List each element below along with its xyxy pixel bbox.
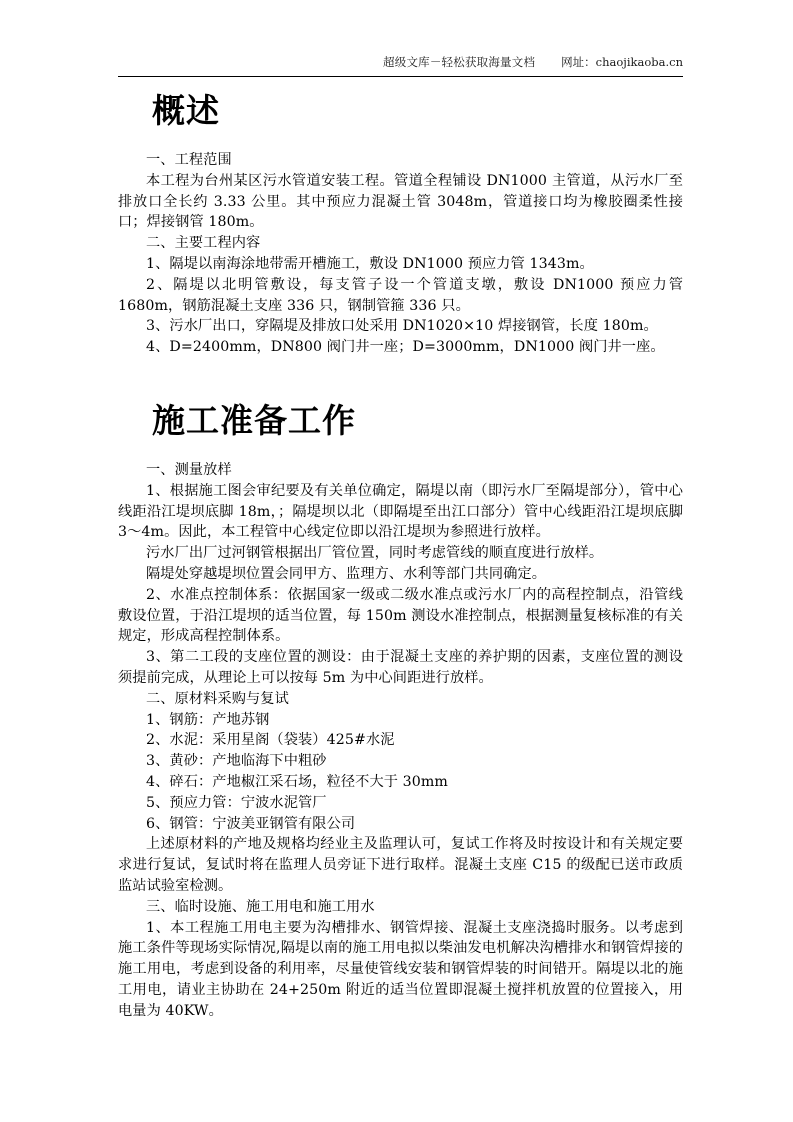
para-item-1: 1、隔堤以南海涂地带需开槽施工，敷设 DN1000 预应力管 1343m。 (146, 255, 594, 272)
para-survey-3: 3、第二工段的支座位置的测设：由于混凝土支座的养护期的因素，支座位置的测设须提前完成，从理论上可以按每 5m 为中心间距进行放样。 (118, 649, 683, 686)
section-title-construction-preparation: 施工准备工作 (152, 400, 356, 440)
para-material-5: 5、预应力管：宁波水泥管厂 (146, 794, 327, 811)
para-material-2: 2、水泥：采用星阁（袋装）425#水泥 (146, 732, 395, 749)
para-survey-2: 2、水准点控制体系：依据国家一级或二级水准点或污水厂内的高程控制点，沿管线敷设位置，于沿江堤坝的适当位置，每 150m 测设水准控制点，根据测量复核标准的有关规定，形成高程控制体系。 (118, 586, 683, 645)
para-survey-1: 1、根据施工图会审纪要及有关单位确定，隔堤以南（即污水厂至隔堤部分），管中心线距沿江堤坝底脚 18m，；隔堤坝以北（即隔堤至出江口部分）管中心线距沿江堤坝底脚 3～4m。因此，本工程管中心线定位即以沿江堤坝为参照进行放样。 (118, 482, 683, 541)
para-survey-1c: 隔堤处穿越堤坝位置会同甲方、监理方、水利等部门共同确定。 (146, 565, 547, 582)
para-material-note: 上述原材料的产地及规格均经业主及监理认可，复试工作将及时按设计和有关规定要求进行复试，复试时将在监理人员旁证下进行取样。混凝土支座 C15 的级配已送市政质监站试验室检测。 (118, 836, 683, 894)
header-url: chaojikaoba.cn (595, 55, 683, 69)
para-scope: 本工程为台州某区污水管道安装工程。管道全程铺设 DN1000 主管道，从污水厂至排放口全长约 3.33 公里。其中预应力混凝土管 3048m，管道接口均为橡胶圈柔性接口；焊接钢管 180m。 (118, 172, 683, 231)
section-construction-preparation-body (118, 460, 683, 1022)
header-site-name: 超级文库－轻松获取海量文档 (383, 55, 536, 69)
para-survey-1b: 污水厂出厂过河钢管根据出厂管位置，同时考虑管线的顺直度进行放样。 (146, 545, 604, 562)
header-url-label: 网址： (561, 55, 596, 69)
para-material-4: 4、碎石：产地椒江采石场，粒径不大于 30mm (146, 773, 448, 790)
para-item-3: 3、污水厂出口，穿隔堤及排放口处采用 DN1020×10 焊接钢管，长度 180m。 (146, 318, 658, 335)
subheading-main-content: 二、主要工程内容 (146, 235, 261, 252)
para-material-1: 1、钢筋：产地苏钢 (146, 711, 270, 728)
subheading-materials: 二、原材料采购与复试 (146, 690, 289, 707)
section-overview-body (118, 150, 683, 358)
document-body (118, 88, 683, 1021)
para-temp-1: 1、本工程施工用电主要为沟槽排水、钢管焊接、混凝土支座浇捣时服务。以考虑到施工条件等现场实际情况,隔堤以南的施工用电拟以柴油发电机解决沟槽排水和钢管焊接的施工用电，考虑到设备的利用率，尽量使管线安装和钢管焊装的时间错开。隔堤以北的施工用电，请业主协助在 24+250m 附近的适当位置即混凝土搅拌机放置的位置接入，用电量为 40KW。 (118, 919, 683, 1019)
section-title-overview: 概述 (152, 91, 220, 130)
subheading-scope: 一、工程范围 (146, 152, 232, 168)
para-material-6: 6、钢管：宁波美亚钢管有限公司 (146, 815, 356, 832)
section-spacer (118, 358, 683, 398)
running-header (118, 55, 683, 77)
subheading-temp-facilities: 三、临时设施、施工用电和施工用水 (146, 898, 375, 915)
subheading-survey: 一、测量放样 (146, 461, 232, 478)
para-item-2: 2、隔堤以北明管敷设，每支管子设一个管道支墩，敷设 DN1000 预应力管 1680m，钢筋混凝土支座 336 只，钢制管箍 336 只。 (118, 276, 683, 314)
para-material-3: 3、黄砂：产地临海下中粗砂 (146, 753, 327, 770)
para-item-4: 4、D=2400mm，DN800 阀门井一座；D=3000mm，DN1000 阀门井一座。 (146, 339, 665, 356)
